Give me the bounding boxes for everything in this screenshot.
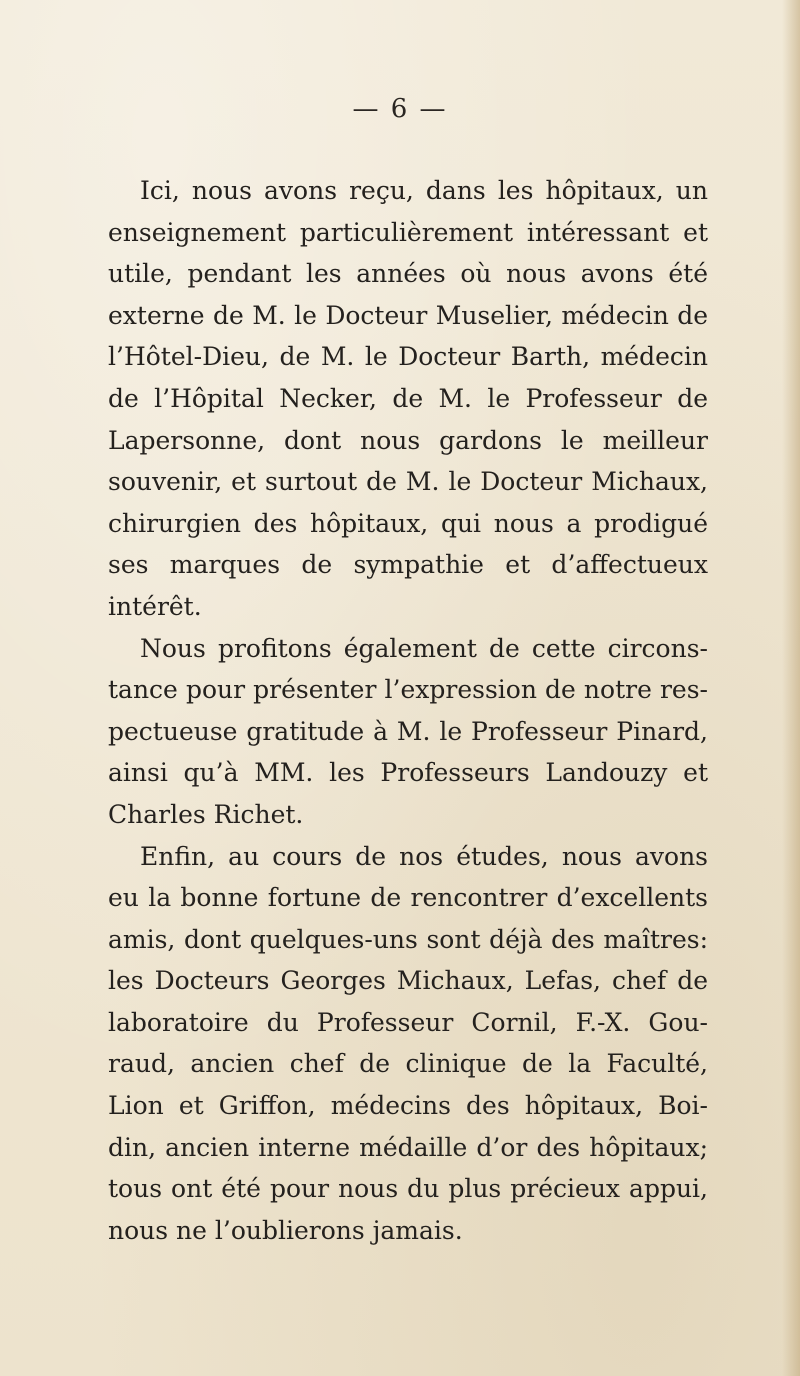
page-number: — 6 — — [352, 94, 448, 124]
text-line: tance pour présenter l’expression de notre res- — [108, 675, 708, 705]
text-line: pectueuse gratitude à M. le Professeur Pinard, — [108, 716, 708, 746]
text-line: enseignement particulièrement intéressant et — [108, 217, 708, 247]
body-text — [108, 170, 708, 1251]
text-line: amis, dont quelques-uns sont déjà des maîtres: — [108, 924, 708, 954]
text-line: Charles Richet. — [108, 799, 304, 829]
text-line: utile, pendant les années où nous avons été — [108, 259, 708, 289]
text-line: eu la bonne fortune de rencontrer d’excellents — [108, 883, 708, 913]
text-line: Lapersonne, dont nous gardons le meilleur — [108, 425, 708, 455]
text-line: intérêt. — [108, 591, 202, 621]
text-line: les Docteurs Georges Michaux, Lefas, chef de — [108, 966, 708, 996]
text-line: externe de M. le Docteur Muselier, médecin de — [108, 300, 708, 330]
page-edge — [782, 0, 800, 1376]
text-line: souvenir, et surtout de M. le Docteur Michaux, — [108, 467, 708, 497]
text-line: laboratoire du Professeur Cornil, F.-X. Gou- — [108, 1007, 708, 1037]
text-line: de l’Hôpital Necker, de M. le Professeur de — [108, 383, 708, 413]
text-line: din, ancien interne médaille d’or des hôpitaux; — [108, 1132, 708, 1162]
text-line: chirurgien des hôpitaux, qui nous a prodigué — [108, 508, 708, 538]
text-line: raud, ancien chef de clinique de la Faculté, — [108, 1049, 708, 1079]
text-line: Lion et Griffon, médecins des hôpitaux, Boi- — [108, 1091, 708, 1121]
text-line: nous ne l’oublierons jamais. — [108, 1215, 463, 1245]
text-line: Ici, nous avons reçu, dans les hôpitaux, un — [140, 176, 708, 205]
text-line: tous ont été pour nous du plus précieux appui, — [108, 1174, 708, 1204]
text-line: Nous profitons également de cette circons- — [140, 633, 708, 663]
text-line: ses marques de sympathie et d’affectueux — [108, 550, 708, 580]
text-line: l’Hôtel-Dieu, de M. le Docteur Barth, médecin — [108, 342, 708, 372]
text-line: ainsi qu’à MM. les Professeurs Landouzy et — [108, 758, 708, 788]
text-line: Enfin, au cours de nos études, nous avons — [140, 841, 708, 871]
